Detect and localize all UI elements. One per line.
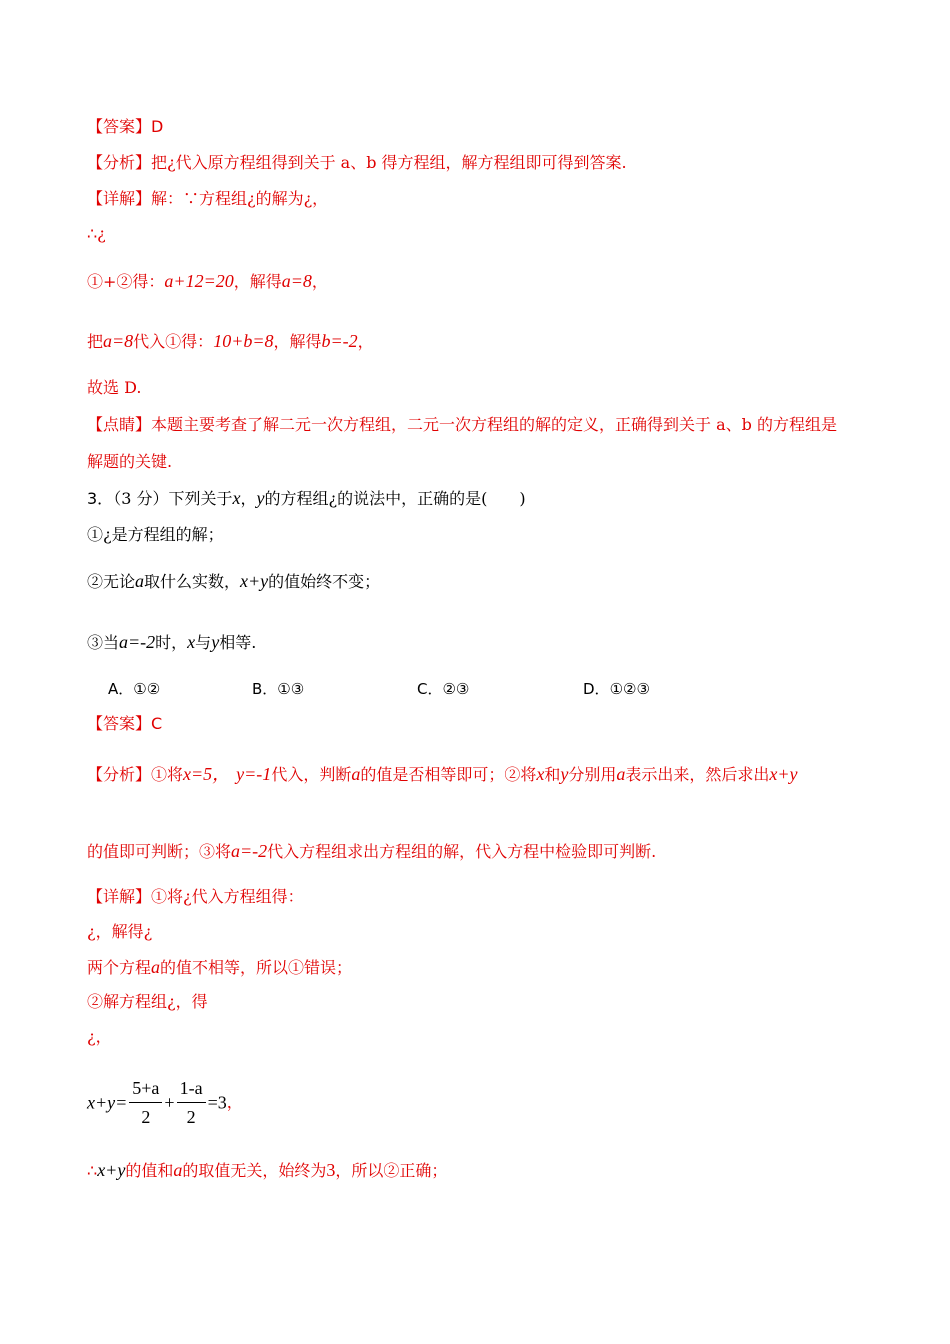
fraction-2: $\frac{1-a}{2}$: [177, 1076, 206, 1129]
detail-label: 【详解】: [87, 887, 152, 906]
q3-detail-d4: ②解方程组¿，得: [87, 992, 208, 1011]
q2-comment-line1: 【点睛】本题主要考查了解二元一次方程组，二元一次方程组的解的定义，正确得到关于 a、b 的方程组是: [87, 415, 837, 434]
detail-text: 解：∵方程组¿的解为¿，: [151, 189, 329, 208]
answer-value: C: [151, 714, 163, 733]
q2-detail-line: [87, 189, 328, 209]
option-d[interactable]: D．①②③: [583, 680, 650, 698]
q3-equation: x+y= $\frac{5+a}{2}$ + $\frac{1-a}{2}$ =3，: [87, 1078, 243, 1127]
q3-statement-3: ③当a=-2时，x与y相等.: [87, 632, 257, 652]
q2-step2: 把a=8代入①得：10+b=8，解得b=-2，: [87, 331, 374, 351]
answer-value: D: [151, 117, 164, 136]
question-score: （3 分）: [113, 489, 169, 508]
q3-answer-line: [87, 714, 162, 734]
q3-conclusion: ∴x+y的值和a的取值无关，始终为3，所以②正确；: [87, 1160, 448, 1180]
analysis-label: 【分析】: [87, 765, 152, 784]
q2-analysis-line: [87, 153, 627, 173]
answer-label: 【答案】: [87, 117, 152, 136]
analysis-text: 把¿代入原方程组得到关于 a、b 得方程组，解方程组即可得到答案.: [151, 153, 627, 172]
q2-choice: 故选 D.: [87, 378, 142, 397]
q3-detail-d2: ¿，解得¿: [87, 922, 153, 941]
q3-analysis-line1: 【分析】①将x=5， y=-1代入，判断a的值是否相等即可；②将x和y分别用a表示出来，然后求出x+y: [87, 764, 798, 784]
q2-step1: ①+②得：a+12=20，解得a=8，: [87, 271, 328, 291]
q2-answer-line: [87, 117, 163, 137]
answer-label: 【答案】: [87, 714, 152, 733]
option-a[interactable]: A．①②: [108, 680, 161, 698]
option-c[interactable]: C．②③: [417, 680, 470, 698]
q3-detail-line: 【详解】①将¿代入方程组得：: [87, 887, 304, 906]
q3-detail-d5: ¿，: [87, 1027, 112, 1046]
q2-comment-line2: 解题的关键.: [87, 452, 173, 471]
analysis-label: 【分析】: [87, 153, 152, 172]
q3-statement-2: ②无论a取什么实数，x+y的值始终不变；: [87, 571, 381, 591]
option-b[interactable]: B．①③: [252, 680, 305, 698]
q3-detail-d3: 两个方程a的值不相等，所以①错误；: [87, 957, 353, 977]
q3-analysis-line2: 的值即可判断；③将a=-2代入方程组求出方程组的解，代入方程中检验即可判断.: [87, 841, 657, 861]
q3-statement-1: ①¿是方程组的解；: [87, 525, 224, 544]
q2-therefore: ∴¿: [87, 224, 106, 243]
fraction-1: $\frac{5+a}{2}$: [129, 1076, 162, 1129]
q3-stem: 3．（3 分）下列关于x，y的方程组¿的说法中，正确的是( ): [87, 488, 526, 508]
comment-label: 【点睛】: [87, 415, 152, 434]
detail-label: 【详解】: [87, 189, 152, 208]
question-number: 3．: [87, 489, 114, 508]
